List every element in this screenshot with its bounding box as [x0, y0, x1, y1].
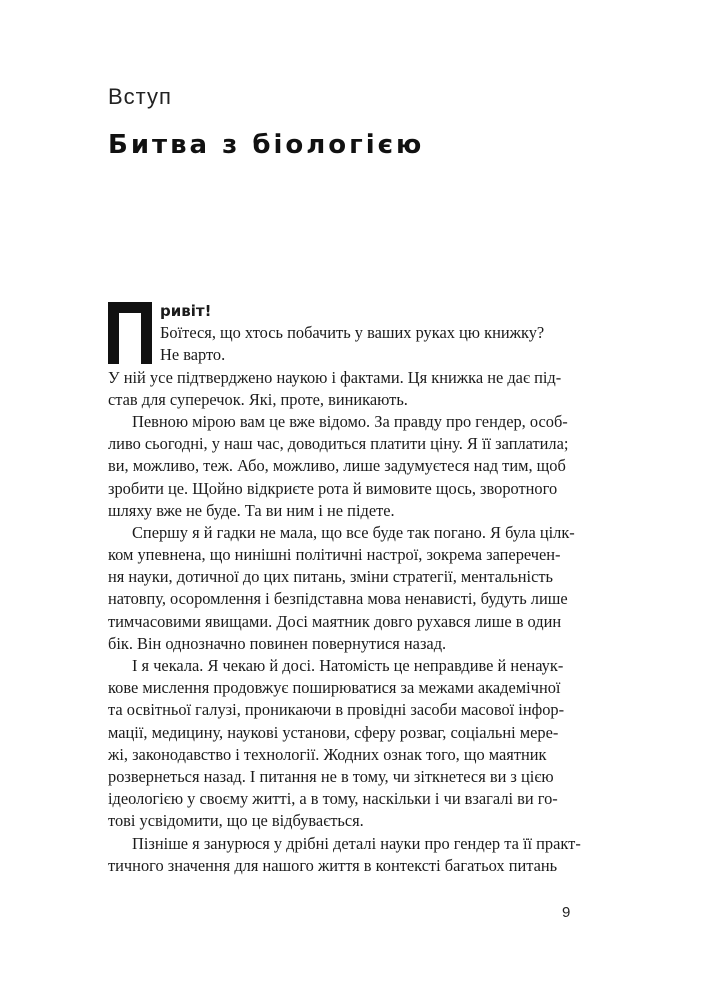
dropcap-shape: [108, 302, 152, 364]
text-line: ня науки, дотичної до цих питань, зміни стратегії, ментальність: [108, 567, 554, 587]
text-line: У ній усе підтверджено наукою і фактами. Ця книжка не дає під-: [108, 367, 562, 387]
text-line: ливо сьогодні, у наш час, доводиться платити ціну. Я її заплатила;: [108, 434, 569, 454]
greeting-line: ривіт!: [160, 302, 212, 320]
page-number: 9: [562, 904, 571, 921]
text-line: шляху вже не буде. Та ви ним і не підете.: [108, 500, 395, 520]
text-line: став для суперечок. Які, проте, виникають.: [108, 389, 408, 409]
paragraph-lines: [108, 367, 598, 877]
text-line: тичного значення для нашого життя в контексті багатьох питань: [108, 855, 558, 875]
chapter-title: Битва з біологією: [108, 130, 425, 160]
text-line: Не варто.: [160, 345, 226, 365]
text-line: Спершу я й гадки не мала, що все буде так погано. Я була цілк-: [132, 522, 575, 542]
dropcap-letter: [108, 302, 152, 364]
section-label: Вступ: [108, 84, 172, 109]
text-line: зробити це. Щойно відкриєте рота й вимовите щось, зворотного: [108, 478, 558, 498]
opening-paragraph: [108, 300, 598, 367]
text-line: ви, можливо, теж. Або, можливо, лише задумуєтеся над тим, щоб: [108, 456, 566, 476]
body-text: [108, 300, 598, 877]
text-line: Пізніше я занурюся у дрібні деталі науки про гендер та її практ-: [132, 833, 581, 853]
text-line: І я чекала. Я чекаю й досі. Натомість це неправдиве й ненаук-: [132, 656, 564, 676]
text-line: кове мислення продовжує поширюватися за межами академічної: [108, 678, 561, 698]
text-line: Певною мірою вам це вже відомо. За правду про гендер, особ-: [132, 411, 568, 431]
text-line: Боїтеся, що хтось побачить у ваших руках цю книжку?: [160, 323, 545, 343]
dropcap-lines: [160, 300, 544, 367]
text-line: ідеологією у своєму житті, а в тому, наскільки і чи взагалі ви го-: [108, 789, 558, 809]
text-line: тимчасовими явищами. Досі маятник довго рухався лише в один: [108, 611, 562, 631]
text-line: натовпу, осоромлення і безпідставна мова ненависті, будуть лише: [108, 589, 568, 609]
text-line: та освітньої галузі, проникаючи в провідні засоби масової інфор-: [108, 700, 565, 720]
text-line: мації, медицину, наукові установи, сферу розваг, соціальні мере-: [108, 722, 559, 742]
text-line: бік. Він однозначно повинен повернутися назад.: [108, 633, 447, 653]
text-line: жі, законодавство і технології. Жодних ознак того, що маятник: [108, 744, 547, 764]
text-line: розвернеться назад. І питання не в тому, чи зіткнетеся ви з цією: [108, 766, 554, 786]
text-line: ком упевнена, що нинішні політичні настрої, зокрема заперечен-: [108, 545, 561, 565]
text-line: тові усвідомити, що це відбувається.: [108, 811, 364, 831]
